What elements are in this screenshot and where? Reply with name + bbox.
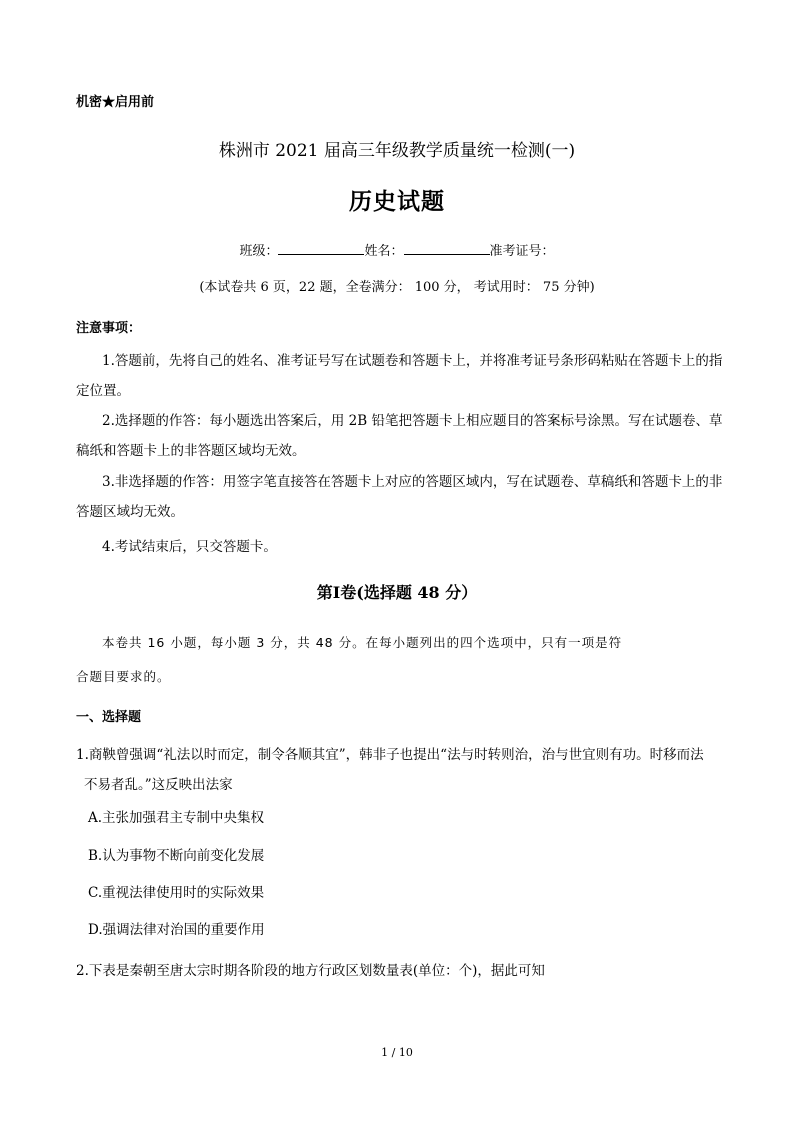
note-item: 3.非选择题的作答：用签字笔直接答在答题卡上对应的答题区域内，写在试题卷、草稿纸和答题卡上的非答题区域均无效。 [76, 474, 723, 520]
class-blank[interactable] [278, 241, 364, 255]
option-a[interactable]: A.主张加强君主专制中央集权 [88, 810, 265, 826]
question-2-stem: 2.下表是秦朝至唐太宗时期各阶段的地方行政区划数量表(单位：个)，据此可知 [76, 963, 545, 979]
exam-info: (本试卷共 6 页，22 题，全卷满分： 100 分， 考试用时： 75 分钟) [199, 280, 595, 295]
class-label: 班级： [239, 244, 279, 259]
subject-title: 历史试题 [349, 188, 445, 215]
note-item: 4.考试结束后，只交答题卡。 [102, 539, 277, 555]
option-d[interactable]: D.强调法律对治国的重要作用 [88, 922, 265, 938]
question-1-line2: 不易者乱。”这反映出法家 [84, 777, 233, 793]
confidential-label: 机密★启用前 [76, 95, 155, 110]
section-title: 第Ⅰ卷(选择题 48 分） [316, 583, 478, 602]
option-b[interactable]: B.认为事物不断向前变化发展 [88, 848, 265, 864]
id-label: 准考证号： [489, 244, 555, 259]
part-heading: 一、选择题 [76, 710, 142, 725]
option-c[interactable]: C.重视法律使用时的实际效果 [88, 885, 265, 901]
question-1 [76, 740, 726, 800]
name-blank[interactable] [404, 241, 490, 255]
notes-heading: 注意事项： [76, 321, 142, 336]
note-item: 1.答题前，先将自己的姓名、准考证号写在试题卷和答题卡上，并将准考证号条形码粘贴在答题卡上的指定位置。 [76, 353, 723, 399]
page-number: 1 / 10 [381, 1046, 413, 1059]
exam-title: 株洲市 2021 届高三年级教学质量统一检测(一) [218, 141, 576, 161]
note-item: 2.选择题的作答：每小题选出答案后，用 2B 铅笔把答题卡上相应题目的答案标号涂黑。写在试题卷、草稿纸和答题卡上的非答题区域均无效。 [76, 413, 723, 459]
section-desc-line1: 本卷共 16 小题，每小题 3 分，共 48 分。在每小题列出的四个选项中，只有一项是符 [102, 635, 623, 650]
candidate-fields [0, 240, 794, 259]
section-desc-line2: 合题目要求的。 [76, 669, 171, 684]
question-1-line1: 1.商鞅曾强调“礼法以时而定，制令各顺其宜”，韩非子也提出“法与时转则治，治与世宜则有功。时移而法 [76, 747, 704, 763]
name-label: 姓名： [364, 244, 404, 259]
